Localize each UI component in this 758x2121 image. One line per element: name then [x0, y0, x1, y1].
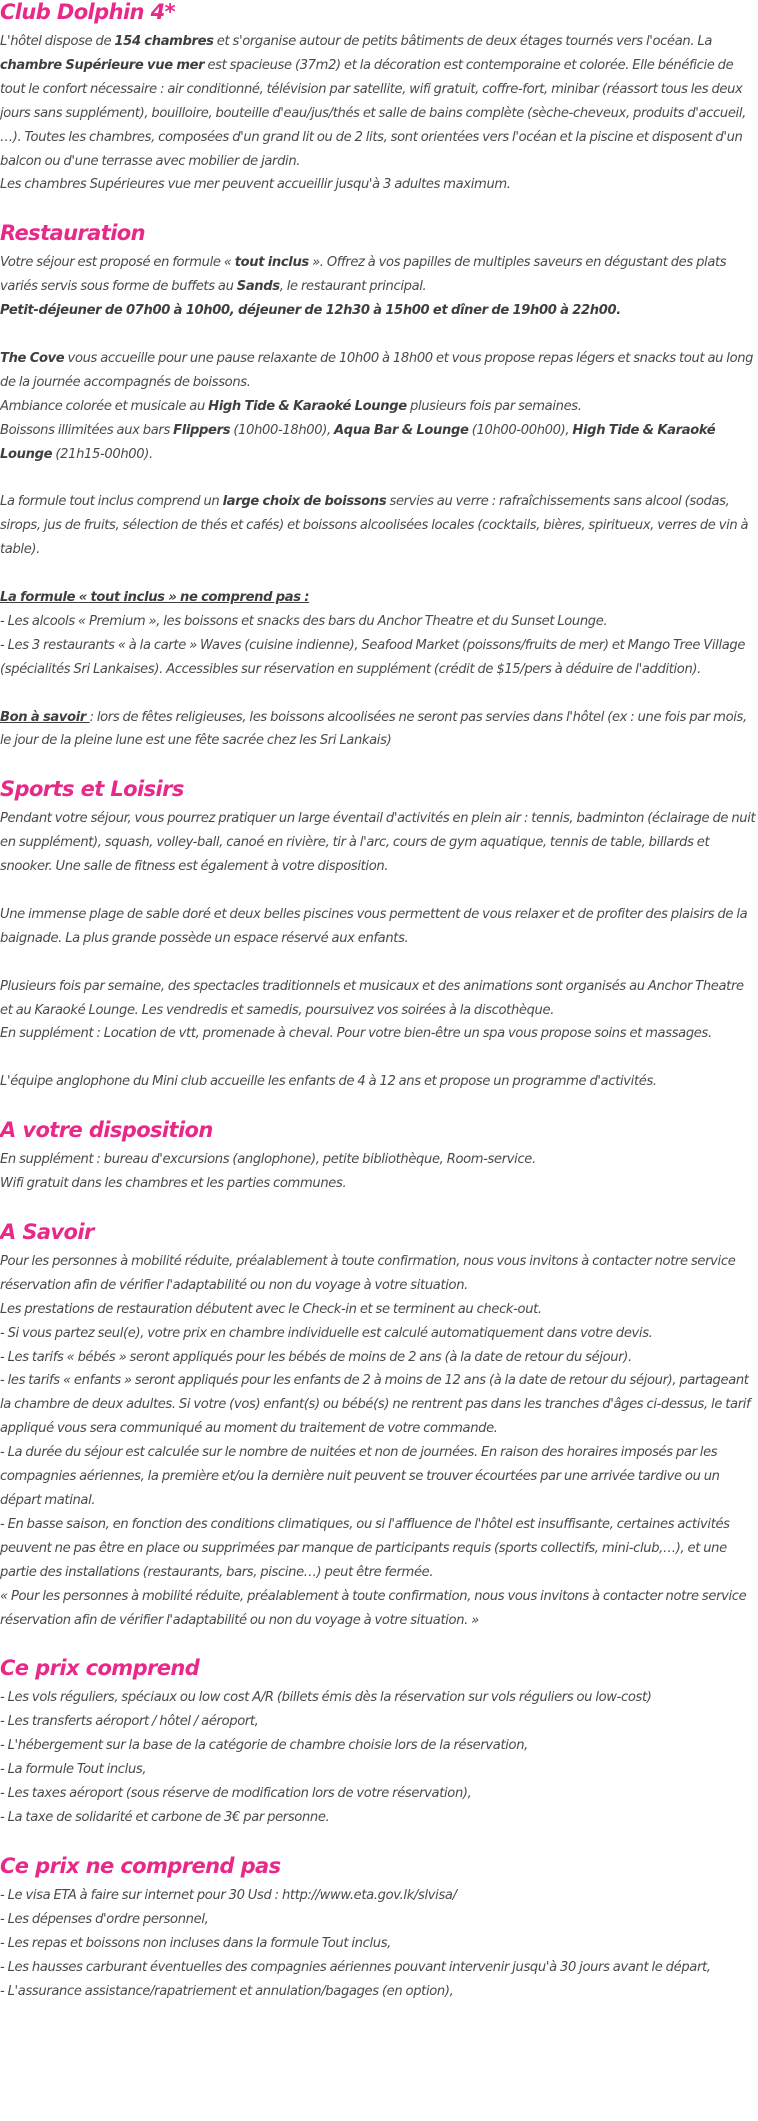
- savoir-line: Pour les personnes à mobilité réduite, préalablement à toute confirmation, nous vous invitons à contacter notre service réservation afin de vérifier l'adaptabilité ou non du voyage à votre situation.: [0, 1253, 736, 1293]
- sports-shows: Plusieurs fois par semaine, des spectacles traditionnels et musicaux et des animations sont organisés au Anchor Theatre et au Karaoké Lounge. Les vendredis et samedis, poursuivez vos soirées à la discothèque.: [0, 978, 744, 1018]
- section-title-club: Club Dolphin 4*: [0, 0, 175, 24]
- club-capacity: Les chambres Supérieures vue mer peuvent accueillir jusqu'à 3 adultes maximum.: [0, 177, 511, 193]
- restauration-intro: Votre séjour est proposé en formule « tout inclus ». Offrez à vos papilles de multiples saveurs en dégustant des plats variés servis sous forme de buffets au Sands, le restaurant principal.: [0, 255, 727, 295]
- ne-comprend-item: - Les dépenses d'ordre personnel,: [0, 1911, 209, 1927]
- sports-activities: Pendant votre séjour, vous pourrez pratiquer un large éventail d'activités en plein air : tennis, badminton (éclairage de nuit en supplément), squash, volley-ball, canoé en rivière, tir à l'arc, cours de gym aquatique, tennis de table, billards et snooker. Une salle de fitness est également à votre disposition.: [0, 811, 756, 875]
- section-title-restauration: Restauration: [0, 221, 145, 246]
- savoir-line: Les prestations de restauration débutent avec le Check-in et se terminent au check-out.: [0, 1301, 542, 1317]
- ne-comprend-item: - Les repas et boissons non incluses dans la formule Tout inclus,: [0, 1935, 391, 1951]
- savoir-line: - Si vous partez seul(e), votre prix en chambre individuelle est calculé automatiquement dans votre devis.: [0, 1325, 653, 1341]
- restauration-hours: Petit-déjeuner de 07h00 à 10h00, déjeuner de 12h30 à 15h00 et dîner de 19h00 à 22h00.: [0, 303, 621, 319]
- restauration-exclusion-item: - Les 3 restaurants « à la carte » Waves (cuisine indienne), Seafood Market (poissons/fruits de mer) et Mango Tree Village (spécialités Sri Lankaises). Accessibles sur réservation en supplément (crédit de $15/pers à déduire de l'addition).: [0, 637, 746, 677]
- section-title-disposition: A votre disposition: [0, 1118, 213, 1143]
- restauration-exclusion-item: - Les alcools « Premium », les boissons et snacks des bars du Anchor Theatre et du Sunset Lounge.: [0, 613, 608, 629]
- restauration-bars: Boissons illimitées aux bars Flippers (10h00-18h00), Aqua Bar & Lounge (10h00-00h00), High Tide & Karaoké Lounge (21h15-00h00).: [0, 422, 716, 462]
- savoir-line: « Pour les personnes à mobilité réduite, préalablement à toute confirmation, nous vous invitons à contacter notre service réservation afin de vérifier l'adaptabilité ou non du voyage à votre situation. »: [0, 1588, 747, 1628]
- sports-extras: En supplément : Location de vtt, promenade à cheval. Pour votre bien-être un spa vous propose soins et massages.: [0, 1026, 712, 1042]
- savoir-line: - En basse saison, en fonction des conditions climatiques, ou si l'affluence de l'hôtel est insuffisante, certaines activités peuvent ne pas être en place ou supprimées par manque de participants requis (sports collectifs, mini-club,…), et une partie des installations (restaurants, bars, piscine…) peut être fermée.: [0, 1516, 730, 1580]
- section-title-savoir: A Savoir: [0, 1219, 94, 1244]
- restauration-ambiance: Ambiance colorée et musicale au High Tide & Karaoké Lounge plusieurs fois par semaines.: [0, 398, 582, 414]
- restauration-exclusions-heading: La formule « tout inclus » ne comprend pas :: [0, 589, 310, 605]
- comprend-item: - Les taxes aéroport (sous réserve de modification lors de votre réservation),: [0, 1786, 472, 1802]
- section-title-sports: Sports et Loisirs: [0, 777, 184, 802]
- savoir-line: - La durée du séjour est calculée sur le nombre de nuitées et non de journées. En raison des horaires imposés par les compagnies aériennes, la première et/ou la dernière nuit peuvent se trouver écourtées par une arrivée tardive ou un départ matinal.: [0, 1445, 720, 1509]
- section-title-ne-comprend: Ce prix ne comprend pas: [0, 1853, 281, 1878]
- ne-comprend-item: - L'assurance assistance/rapatriement et annulation/bagages (en option),: [0, 1983, 454, 1999]
- comprend-item: - L'hébergement sur la base de la catégorie de chambre choisie lors de la réservation,: [0, 1738, 528, 1754]
- savoir-line: - Les tarifs « bébés » seront appliqués pour les bébés de moins de 2 ans (à la date de retour du séjour).: [0, 1349, 632, 1365]
- sports-beach: Une immense plage de sable doré et deux belles piscines vous permettent de vous relaxer et de profiter des plaisirs de la baignade. La plus grande possède un espace réservé aux enfants.: [0, 906, 748, 946]
- club-description: L'hôtel dispose de 154 chambres et s'organise autour de petits bâtiments de deux étages tournés vers l'océan. La chambre Supérieure vue mer est spacieuse (37m2) et la décoration est contemporaine et colorée. Elle bénéficie de tout le confort nécessaire : air conditionné, télévision par satellite, wifi gratuit, coffre-fort, minibar (réassort tous les deux jours sans supplément), bouilloire, bouteille d'eau/jus/thés et salle de bains complète (sèche-cheveux, produits d'accueil, …). Toutes les chambres, composées d'un grand lit ou de 2 lits, sont orientées vers l'océan et la piscine et disposent d'un balcon ou d'une terrasse avec mobilier de jardin.: [0, 34, 746, 169]
- comprend-item: - Les vols réguliers, spéciaux ou low cost A/R (billets émis dès la réservation sur vols réguliers ou low-cost): [0, 1690, 652, 1706]
- comprend-item: - La formule Tout inclus,: [0, 1762, 147, 1778]
- restauration-drinks: La formule tout inclus comprend un large choix de boissons servies au verre : rafraîchissements sans alcool (sodas, sirops, jus de fruits, sélection de thés et cafés) et boissons alcoolisées locales (cocktails, bières, spiritueux, verres de vin à table).: [0, 494, 749, 558]
- comprend-item: - Les transferts aéroport / hôtel / aéroport,: [0, 1714, 259, 1730]
- comprend-item: - La taxe de solidarité et carbone de 3€ par personne.: [0, 1809, 330, 1825]
- ne-comprend-item: - Les hausses carburant éventuelles des compagnies aériennes pouvant intervenir jusqu'à 30 jours avant le départ,: [0, 1959, 711, 1975]
- sports-miniclub: L'équipe anglophone du Mini club accueille les enfants de 4 à 12 ans et propose un programme d'activités.: [0, 1074, 657, 1090]
- ne-comprend-item: - Le visa ETA à faire sur internet pour 30 Usd : http://www.eta.gov.lk/slvisa/: [0, 1887, 457, 1903]
- restauration-note: Bon à savoir : lors de fêtes religieuses, les boissons alcoolisées ne seront pas servies dans l'hôtel (ex : une fois par mois, le jour de la pleine lune est une fête sacrée chez les Sri Lankais): [0, 709, 747, 749]
- disposition-wifi: Wifi gratuit dans les chambres et les parties communes.: [0, 1176, 347, 1192]
- savoir-line: - les tarifs « enfants » seront appliqués pour les enfants de 2 à moins de 12 ans (à la date de retour du séjour), partageant la chambre de deux adultes. Si votre (vos) enfant(s) ou bébé(s) ne rentrent pas dans les tranches d'âges ci-dessus, le tarif appliqué vous sera communiqué au moment du traitement de votre commande.: [0, 1373, 751, 1437]
- disposition-services: En supplément : bureau d'excursions (anglophone), petite bibliothèque, Room-service.: [0, 1152, 536, 1168]
- restauration-cove: The Cove vous accueille pour une pause relaxante de 10h00 à 18h00 et vous propose repas légers et snacks tout au long de la journée accompagnés de boissons.: [0, 350, 754, 390]
- section-title-comprend: Ce prix comprend: [0, 1656, 200, 1681]
